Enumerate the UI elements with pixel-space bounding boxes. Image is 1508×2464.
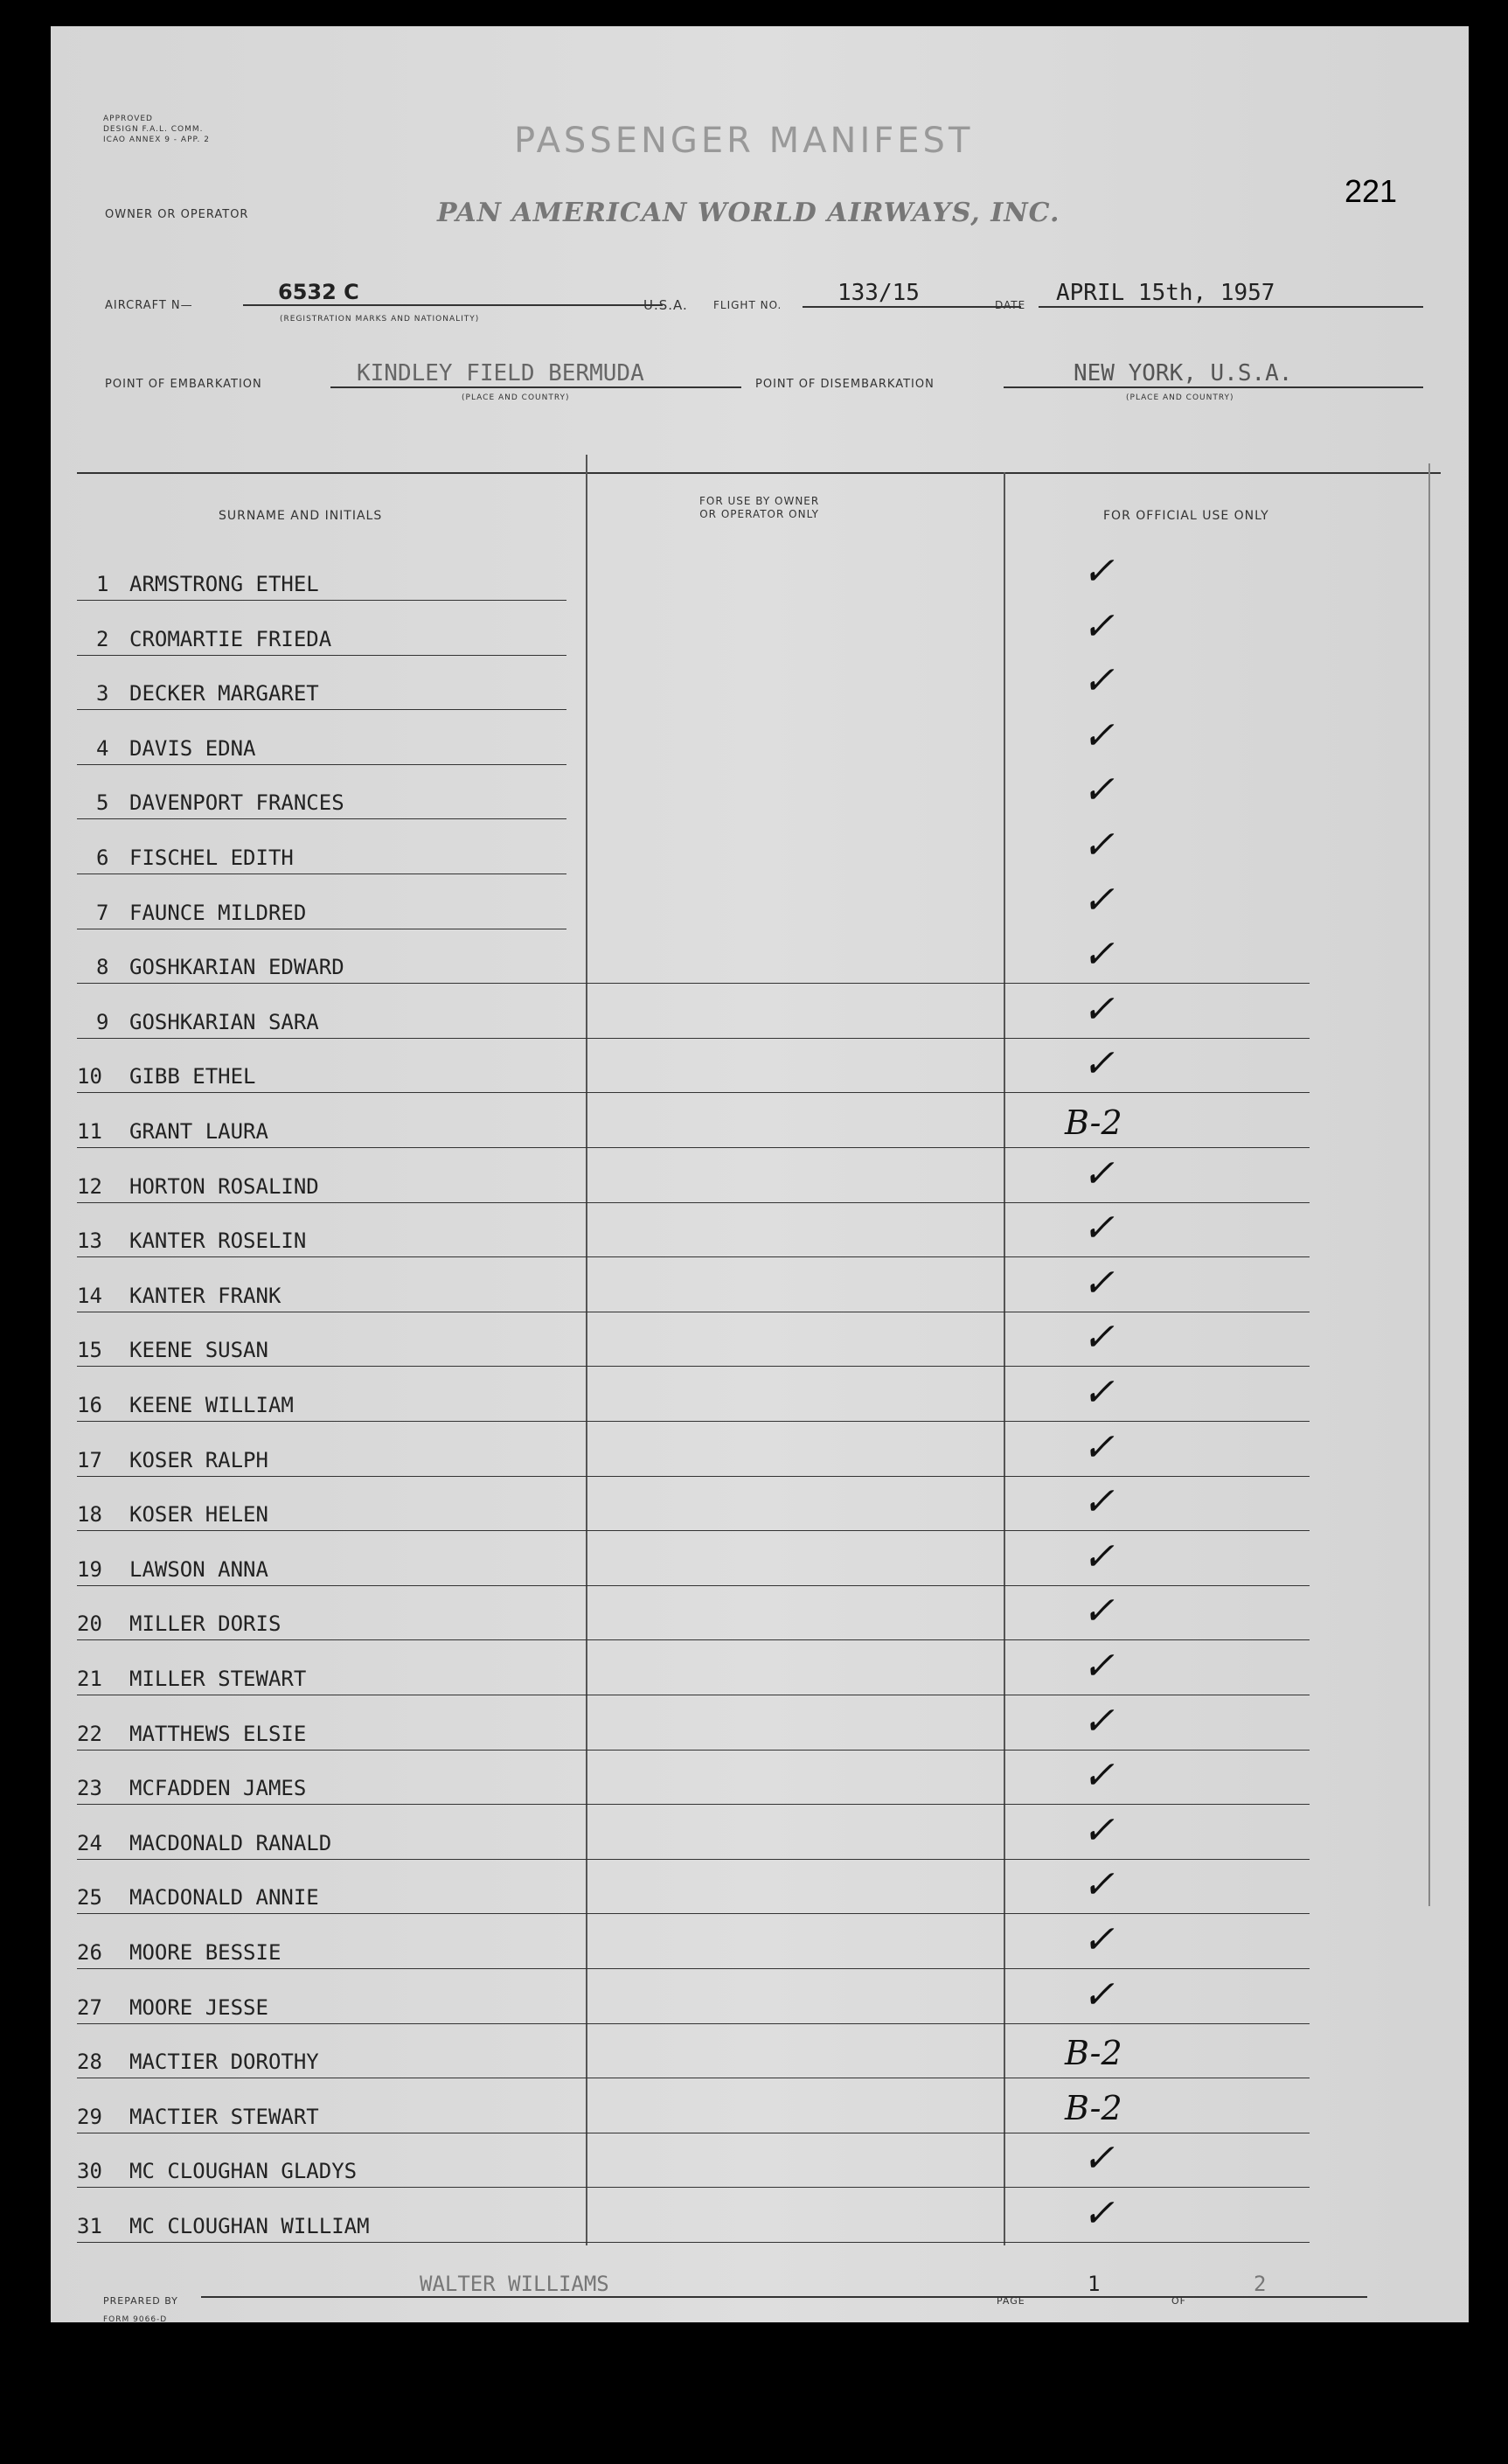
flight-number: 133/15 — [803, 280, 1021, 308]
table-row — [77, 986, 1310, 1041]
passenger-number: 27 — [77, 1994, 102, 2020]
row-underline — [77, 1038, 1310, 1039]
table-row — [77, 1753, 1310, 1807]
row-underline — [77, 709, 566, 710]
table-row — [77, 2034, 1310, 2081]
row-underline — [77, 1530, 1310, 1531]
passenger-name: GIBB ETHEL — [129, 1064, 256, 1089]
passenger-number: 16 — [77, 1393, 102, 1417]
check-mark-icon: ✓ — [1082, 1698, 1115, 1744]
check-mark-icon: ✓ — [1082, 713, 1115, 758]
passenger-name: MOORE BESSIE — [129, 1940, 281, 1965]
passenger-number: 22 — [77, 1721, 102, 1746]
of-value: 2 — [1201, 2272, 1367, 2298]
check-mark-icon: ✓ — [1082, 658, 1115, 704]
owner-label: OWNER OR OPERATOR — [105, 208, 249, 221]
passenger-name: GRANT LAURA — [129, 1119, 268, 1144]
check-mark-icon: ✓ — [1082, 932, 1115, 978]
passenger-name: ARMSTRONG ETHEL — [129, 572, 319, 596]
owner-use-line-2: OR OPERATOR ONLY — [699, 508, 819, 520]
row-underline — [77, 983, 1310, 984]
row-underline — [77, 764, 566, 765]
passenger-number: 20 — [77, 1611, 102, 1637]
passenger-number: 28 — [77, 2050, 102, 2075]
table-row — [77, 1589, 1310, 1643]
date-label: DATE — [995, 299, 1026, 311]
check-mark-icon: ✓ — [1082, 1589, 1115, 1634]
row-underline — [77, 1968, 1310, 1969]
page-number: 221 — [1345, 173, 1398, 209]
passenger-name: CROMARTIE FRIEDA — [129, 626, 332, 651]
check-mark-icon: ✓ — [1082, 1260, 1115, 1305]
table-row — [77, 768, 1310, 822]
passenger-number: 17 — [77, 1447, 102, 1472]
passenger-number: 21 — [77, 1667, 102, 1691]
table-row — [77, 1918, 1310, 1972]
passenger-number: 12 — [77, 1173, 102, 1199]
passenger-name: MACDONALD RANALD — [129, 1830, 332, 1855]
right-edge-line — [1428, 463, 1430, 1906]
row-underline — [77, 1859, 1310, 1860]
passenger-name: MACTIER DOROTHY — [129, 2050, 319, 2075]
table-row — [77, 932, 1310, 986]
passenger-name: HORTON ROSALIND — [129, 1173, 319, 1199]
passenger-number: 31 — [77, 2214, 102, 2238]
official-status-mark: B-2 — [1065, 1103, 1122, 1142]
row-underline — [77, 1639, 1310, 1640]
passenger-name: DAVIS EDNA — [129, 735, 256, 761]
table-row — [77, 1206, 1310, 1260]
aircraft-label: AIRCRAFT N— — [105, 299, 193, 312]
flight-date: APRIL 15th, 1957 — [1039, 280, 1423, 308]
passenger-number: 24 — [77, 1830, 102, 1855]
check-mark-icon: ✓ — [1082, 1315, 1115, 1361]
table-row — [77, 549, 1310, 603]
table-row — [77, 1972, 1310, 2027]
table-row — [77, 1041, 1310, 1096]
check-mark-icon: ✓ — [1082, 1151, 1115, 1196]
table-row — [77, 1862, 1310, 1917]
passenger-name: FAUNCE MILDRED — [129, 900, 307, 925]
disembark-place-note: (PLACE AND COUNTRY) — [1126, 393, 1234, 402]
check-mark-icon: ✓ — [1082, 1041, 1115, 1087]
passenger-name: KOSER HELEN — [129, 1502, 268, 1528]
page-title: PASSENGER MANIFEST — [514, 121, 974, 161]
passenger-number: 8 — [96, 955, 109, 980]
approval-line-2: DESIGN F.A.L. COMM. — [103, 125, 204, 134]
embarkation-value: KINDLEY FIELD BERMUDA — [330, 360, 741, 388]
passenger-number: 3 — [96, 681, 109, 706]
table-row — [77, 1698, 1310, 1753]
check-mark-icon: ✓ — [1082, 823, 1115, 867]
row-underline — [77, 1366, 1310, 1367]
row-underline — [77, 1202, 1310, 1203]
row-underline — [77, 1421, 1310, 1422]
passenger-name: MC CLOUGHAN WILLIAM — [129, 2214, 370, 2238]
check-mark-icon: ✓ — [1082, 549, 1115, 594]
check-mark-icon: ✓ — [1082, 1370, 1115, 1415]
passenger-name: MC CLOUGHAN GLADYS — [129, 2159, 358, 2184]
passenger-name: GOSHKARIAN SARA — [129, 1009, 319, 1034]
passenger-number: 6 — [96, 846, 109, 870]
row-underline — [77, 1585, 1310, 1586]
passenger-name: KEENE WILLIAM — [129, 1393, 294, 1417]
passenger-name: MACDONALD ANNIE — [129, 1885, 319, 1911]
check-mark-icon: ✓ — [1082, 1918, 1115, 1962]
passenger-number: 13 — [77, 1229, 102, 1254]
table-row — [77, 713, 1310, 768]
table-row — [77, 658, 1310, 713]
passenger-number: 29 — [77, 2104, 102, 2129]
row-underline — [77, 1913, 1310, 1914]
passenger-number: 30 — [77, 2159, 102, 2184]
embarkation-label: POINT OF EMBARKATION — [105, 378, 262, 391]
passenger-number: 2 — [96, 626, 109, 651]
passenger-name: MOORE JESSE — [129, 1994, 268, 2020]
check-mark-icon: ✓ — [1082, 2191, 1115, 2236]
passenger-name: KANTER FRANK — [129, 1283, 281, 1308]
passenger-number: 5 — [96, 790, 109, 816]
aircraft-value: 6532 C — [243, 280, 663, 306]
row-underline — [77, 1750, 1310, 1751]
passenger-name: KANTER ROSELIN — [129, 1229, 307, 1254]
disembarkation-label: POINT OF DISEMBARKATION — [755, 378, 935, 391]
passenger-name: MATTHEWS ELSIE — [129, 1721, 307, 1746]
check-mark-icon: ✓ — [1082, 1972, 1115, 2017]
check-mark-icon: ✓ — [1082, 1862, 1115, 1908]
passenger-name: FISCHEL EDITH — [129, 846, 294, 870]
check-mark-icon: ✓ — [1082, 603, 1115, 649]
prepared-by-value: WALTER WILLIAMS — [201, 2272, 1206, 2298]
passenger-number: 25 — [77, 1885, 102, 1911]
passenger-name: DECKER MARGARET — [129, 681, 319, 706]
passenger-number: 4 — [96, 735, 109, 761]
passenger-number: 15 — [77, 1338, 102, 1363]
row-underline — [77, 1256, 1310, 1257]
passenger-number: 7 — [96, 900, 109, 925]
approval-line-3: ICAO ANNEX 9 - APP. 2 — [103, 136, 210, 144]
row-underline — [77, 600, 566, 601]
row-underline — [77, 2023, 1310, 2024]
row-underline — [77, 1147, 1310, 1148]
check-mark-icon: ✓ — [1082, 1424, 1115, 1470]
passenger-name: KEENE SUSAN — [129, 1338, 268, 1363]
prepared-label: PREPARED BY — [103, 2295, 178, 2307]
check-mark-icon: ✓ — [1082, 768, 1115, 813]
form-code: FORM 9066-D — [103, 2315, 168, 2324]
passenger-number: 14 — [77, 1283, 102, 1308]
passenger-number: 23 — [77, 1776, 102, 1801]
passenger-number: 26 — [77, 1940, 102, 1965]
page-label: PAGE — [997, 2295, 1025, 2307]
check-mark-icon: ✓ — [1082, 1807, 1115, 1853]
passenger-name: MILLER STEWART — [129, 1667, 307, 1691]
row-underline — [77, 818, 566, 819]
passenger-number: 1 — [96, 572, 109, 596]
official-status-mark: B-2 — [1065, 2034, 1122, 2073]
check-mark-icon: ✓ — [1082, 1753, 1115, 1799]
row-underline — [77, 655, 566, 656]
row-underline — [77, 1092, 1310, 1093]
table-row — [77, 1315, 1310, 1369]
table-row — [77, 1479, 1310, 1534]
airline-name: PAN AMERICAN WORLD AIRWAYS, INC. — [437, 198, 1060, 228]
disembarkation-value: NEW YORK, U.S.A. — [1004, 360, 1423, 388]
official-status-mark: B-2 — [1065, 2088, 1122, 2127]
passenger-number: 9 — [96, 1009, 109, 1034]
table-row — [77, 2088, 1310, 2136]
check-mark-icon: ✓ — [1082, 1644, 1115, 1688]
table-row — [77, 877, 1310, 932]
passenger-number: 19 — [77, 1556, 102, 1582]
of-label: OF — [1171, 2295, 1186, 2307]
column-header-official: FOR OFFICIAL USE ONLY — [1103, 509, 1269, 523]
passenger-name: MCFADDEN JAMES — [129, 1776, 307, 1801]
row-underline — [77, 1476, 1310, 1477]
embark-place-note: (PLACE AND COUNTRY) — [462, 393, 570, 402]
row-underline — [77, 1804, 1310, 1805]
table-row — [77, 1103, 1310, 1151]
table-row — [77, 603, 1310, 658]
table-row — [77, 1424, 1310, 1479]
row-underline — [77, 2187, 1310, 2188]
check-mark-icon: ✓ — [1082, 1479, 1115, 1525]
table-row — [77, 2136, 1310, 2190]
table-row — [77, 823, 1310, 877]
table-row — [77, 2191, 1310, 2245]
table-row — [77, 1260, 1310, 1315]
nationality-label: U.S.A. — [643, 297, 688, 313]
column-header-owner-use — [699, 495, 819, 521]
table-row — [77, 1807, 1310, 1862]
table-row — [77, 1534, 1310, 1589]
check-mark-icon: ✓ — [1082, 877, 1115, 922]
approval-line-1: APPROVED — [103, 115, 153, 123]
approval-note — [103, 114, 210, 145]
owner-use-line-1: FOR USE BY OWNER — [699, 495, 820, 507]
passenger-name: MILLER DORIS — [129, 1611, 281, 1637]
row-underline — [77, 2242, 1310, 2243]
page-value: 1 — [1044, 2272, 1210, 2298]
check-mark-icon: ✓ — [1082, 1534, 1115, 1579]
passenger-name: KOSER RALPH — [129, 1447, 268, 1472]
passenger-name: LAWSON ANNA — [129, 1556, 268, 1582]
passenger-name: MACTIER STEWART — [129, 2104, 319, 2129]
registration-note: (REGISTRATION MARKS AND NATIONALITY) — [280, 315, 480, 324]
passenger-number: 10 — [77, 1064, 102, 1089]
check-mark-icon: ✓ — [1082, 2136, 1115, 2182]
passenger-name: DAVENPORT FRANCES — [129, 790, 344, 816]
check-mark-icon: ✓ — [1082, 1206, 1115, 1251]
table-row — [77, 1370, 1310, 1424]
column-header-surname: SURNAME AND INITIALS — [219, 509, 383, 523]
table-top-rule — [77, 472, 1441, 474]
table-row — [77, 1151, 1310, 1206]
manifest-page — [51, 26, 1469, 2322]
passenger-number: 18 — [77, 1502, 102, 1528]
passenger-number: 11 — [77, 1119, 102, 1144]
passenger-name: GOSHKARIAN EDWARD — [129, 955, 344, 980]
check-mark-icon: ✓ — [1082, 986, 1115, 1032]
table-row — [77, 1644, 1310, 1698]
flight-label: FLIGHT NO. — [713, 299, 782, 311]
